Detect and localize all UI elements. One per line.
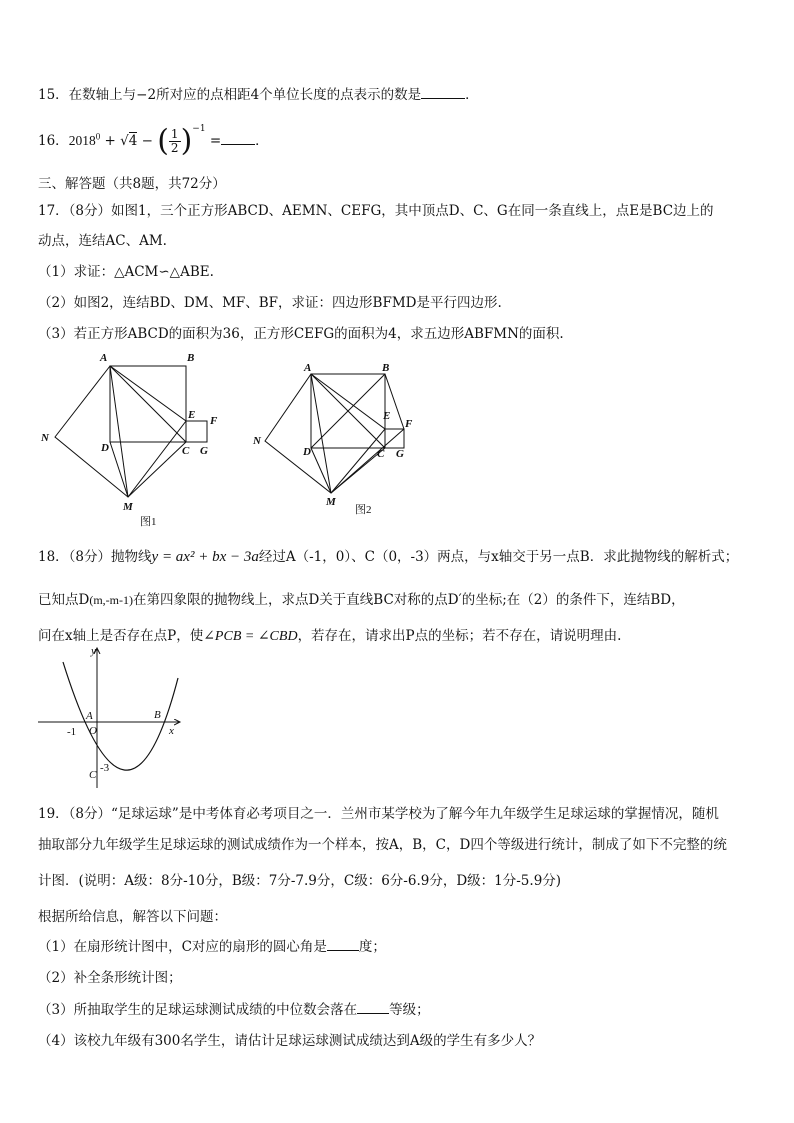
fig2-label-e: E	[383, 410, 391, 422]
q18-line2-a: 已知点D	[38, 592, 90, 608]
q16-equals: =	[205, 133, 222, 149]
q17-figure-2	[245, 355, 445, 525]
q17-part1: （1）求证：△ACM∽△ABE.	[38, 264, 214, 280]
q17-part3: （3）若正方形ABCD的面积为36，正方形CEFG的面积为4，求五边形ABFMN的面积.	[38, 326, 564, 342]
q17-line2: 动点，连结AC、AM.	[38, 233, 167, 249]
q19-part1-a: （1）在扇形统计图中，C对应的扇形的圆心角是	[38, 939, 327, 955]
fig1-line-mc	[128, 442, 186, 497]
q16-prefix: 16．	[38, 133, 69, 149]
fig1-caption: 图1	[140, 516, 157, 528]
fig1-line-ac	[110, 366, 186, 442]
q19-line4: 根据所给信息，解答以下问题：	[38, 909, 227, 925]
fig1-label-c: C	[182, 445, 190, 457]
fig1-line-am	[110, 366, 128, 497]
q19-part4: （4）该校九年级有300名学生，请估计足球运球测试成绩达到A级的学生有多少人？	[38, 1033, 542, 1049]
q16-blank	[221, 132, 255, 145]
graph-label-x: x	[169, 725, 174, 737]
q16-fraction: $\frac{1}{2}$	[170, 127, 179, 155]
graph-label-c: C	[89, 769, 97, 781]
q19-part3-b: 等级；	[389, 1002, 430, 1018]
fig2-label-m: M	[326, 496, 336, 508]
fig2-label-a: A	[304, 362, 312, 374]
q18-line1-b: 经过A（-1，0）、C（0，-3）两点，与x轴交于另一点B．求此抛物线的解析式；	[258, 549, 739, 565]
fig1-square-aemn	[55, 366, 186, 497]
q16-tail: ．	[255, 133, 269, 149]
fig1-label-f: F	[210, 415, 218, 427]
q18-angles: ∠PCB = ∠CBD	[203, 629, 298, 644]
fig2-caption: 图2	[355, 504, 372, 516]
graph-label-neg1: -1	[67, 726, 77, 738]
q19-part1	[38, 935, 386, 955]
q19-part2: （2）补全条形统计图；	[38, 970, 182, 986]
q17-part2: （2）如图2，连结BD、DM、MF、BF，求证：四边形BFMD是平行四边形.	[38, 295, 502, 311]
q19-part3	[38, 998, 430, 1018]
fig2-label-f: F	[405, 418, 413, 430]
fig2-label-g: G	[396, 448, 404, 460]
question-16	[38, 124, 269, 157]
q19-line2: 抽取部分九年级学生足球运球的测试成绩作为一个样本，按A，B，C，D四个等级进行统计，制成了如下不完整的统	[38, 837, 727, 853]
graph-label-o: O	[89, 725, 97, 737]
fig1-label-b: B	[187, 352, 195, 364]
fig1-label-a: A	[100, 352, 108, 364]
q16-exponent: −1	[192, 124, 206, 134]
fig2-label-d: D	[303, 446, 311, 458]
q19-part1-b: 度；	[358, 939, 386, 955]
fig2-line-dm	[311, 448, 331, 493]
question-15	[38, 83, 479, 103]
q19-part3-a: （3）所抽取学生的足球运球测试成绩的中位数会落在	[38, 1002, 358, 1018]
fig1-line-md	[110, 442, 128, 497]
graph-label-a: A	[86, 710, 93, 722]
q18-line3-a: 问在x轴上是否存在点P，使	[38, 628, 204, 644]
q16-paren-close: )	[180, 123, 193, 159]
q18-point-d: (m,-m-1)	[89, 593, 133, 607]
fig1-label-e: E	[188, 409, 196, 421]
q18-formula: y = ax² + bx − 3a	[151, 549, 259, 565]
q19-part1-blank	[327, 938, 359, 951]
fig1-label-d: D	[101, 442, 109, 454]
q17-line1: 17．（8分）如图1，三个正方形ABCD、AEMN、CEFG，其中顶点D、C、G在同一条直线上，点E是BC边上的	[38, 203, 714, 219]
q19-part3-blank	[357, 1001, 389, 1014]
q15-blank	[421, 86, 465, 99]
q15-tail: ．	[465, 87, 479, 103]
q18-line1	[38, 545, 738, 566]
fig2-line-am	[311, 374, 331, 493]
graph-label-y: y	[91, 645, 96, 657]
q16-term-a: 2018$^0$	[68, 131, 101, 148]
q16-paren-open: (	[157, 123, 169, 159]
q17-figure-1	[30, 345, 230, 535]
fig1-label-g: G	[200, 445, 208, 457]
q19-line1: 19．（8分）“足球运球”是中考体育必考项目之一．兰州市某学校为了解今年九年级学生足球运球的掌握情况，随机	[38, 806, 719, 822]
graph-label-neg3: -3	[100, 762, 110, 774]
fig2-label-b: B	[382, 362, 390, 374]
q18-line2-b: 在第四象限的抛物线上，求点D关于直线BC对称的点D′的坐标;在（2）的条件下，连结BD，	[132, 592, 685, 608]
q18-parabola-graph	[30, 640, 190, 790]
section-heading: 三、解答题（共8题，共72分）	[38, 176, 226, 192]
q18-line3-b: ，若存在，请求出P点的坐标；若不存在，请说明理由.	[297, 628, 622, 644]
q18-line2	[38, 588, 685, 608]
q15-text: 15．在数轴上与−2所对应的点相距4个单位长度的点表示的数是	[38, 87, 422, 103]
fig1-label-n: N	[41, 432, 49, 444]
fig2-label-n: N	[253, 435, 261, 447]
parabola-curve	[63, 662, 178, 770]
q16-minus: −	[137, 133, 158, 149]
fig1-label-m: M	[123, 501, 133, 513]
fig2-line-mf	[331, 429, 404, 493]
q19-line3: 计图．(说明：A级：8分-10分，B级：7分-7.9分，C级：6分-6.9分，D级：1分-5.9分)	[38, 873, 562, 889]
fig1-square-cefg	[186, 421, 207, 442]
q16-sqrt: √4	[120, 133, 138, 149]
q16-plus: +	[100, 133, 121, 149]
q18-line1-a: 18．（8分）抛物线	[38, 549, 152, 565]
graph-label-b: B	[154, 709, 161, 721]
fig2-label-c: C	[377, 448, 385, 460]
